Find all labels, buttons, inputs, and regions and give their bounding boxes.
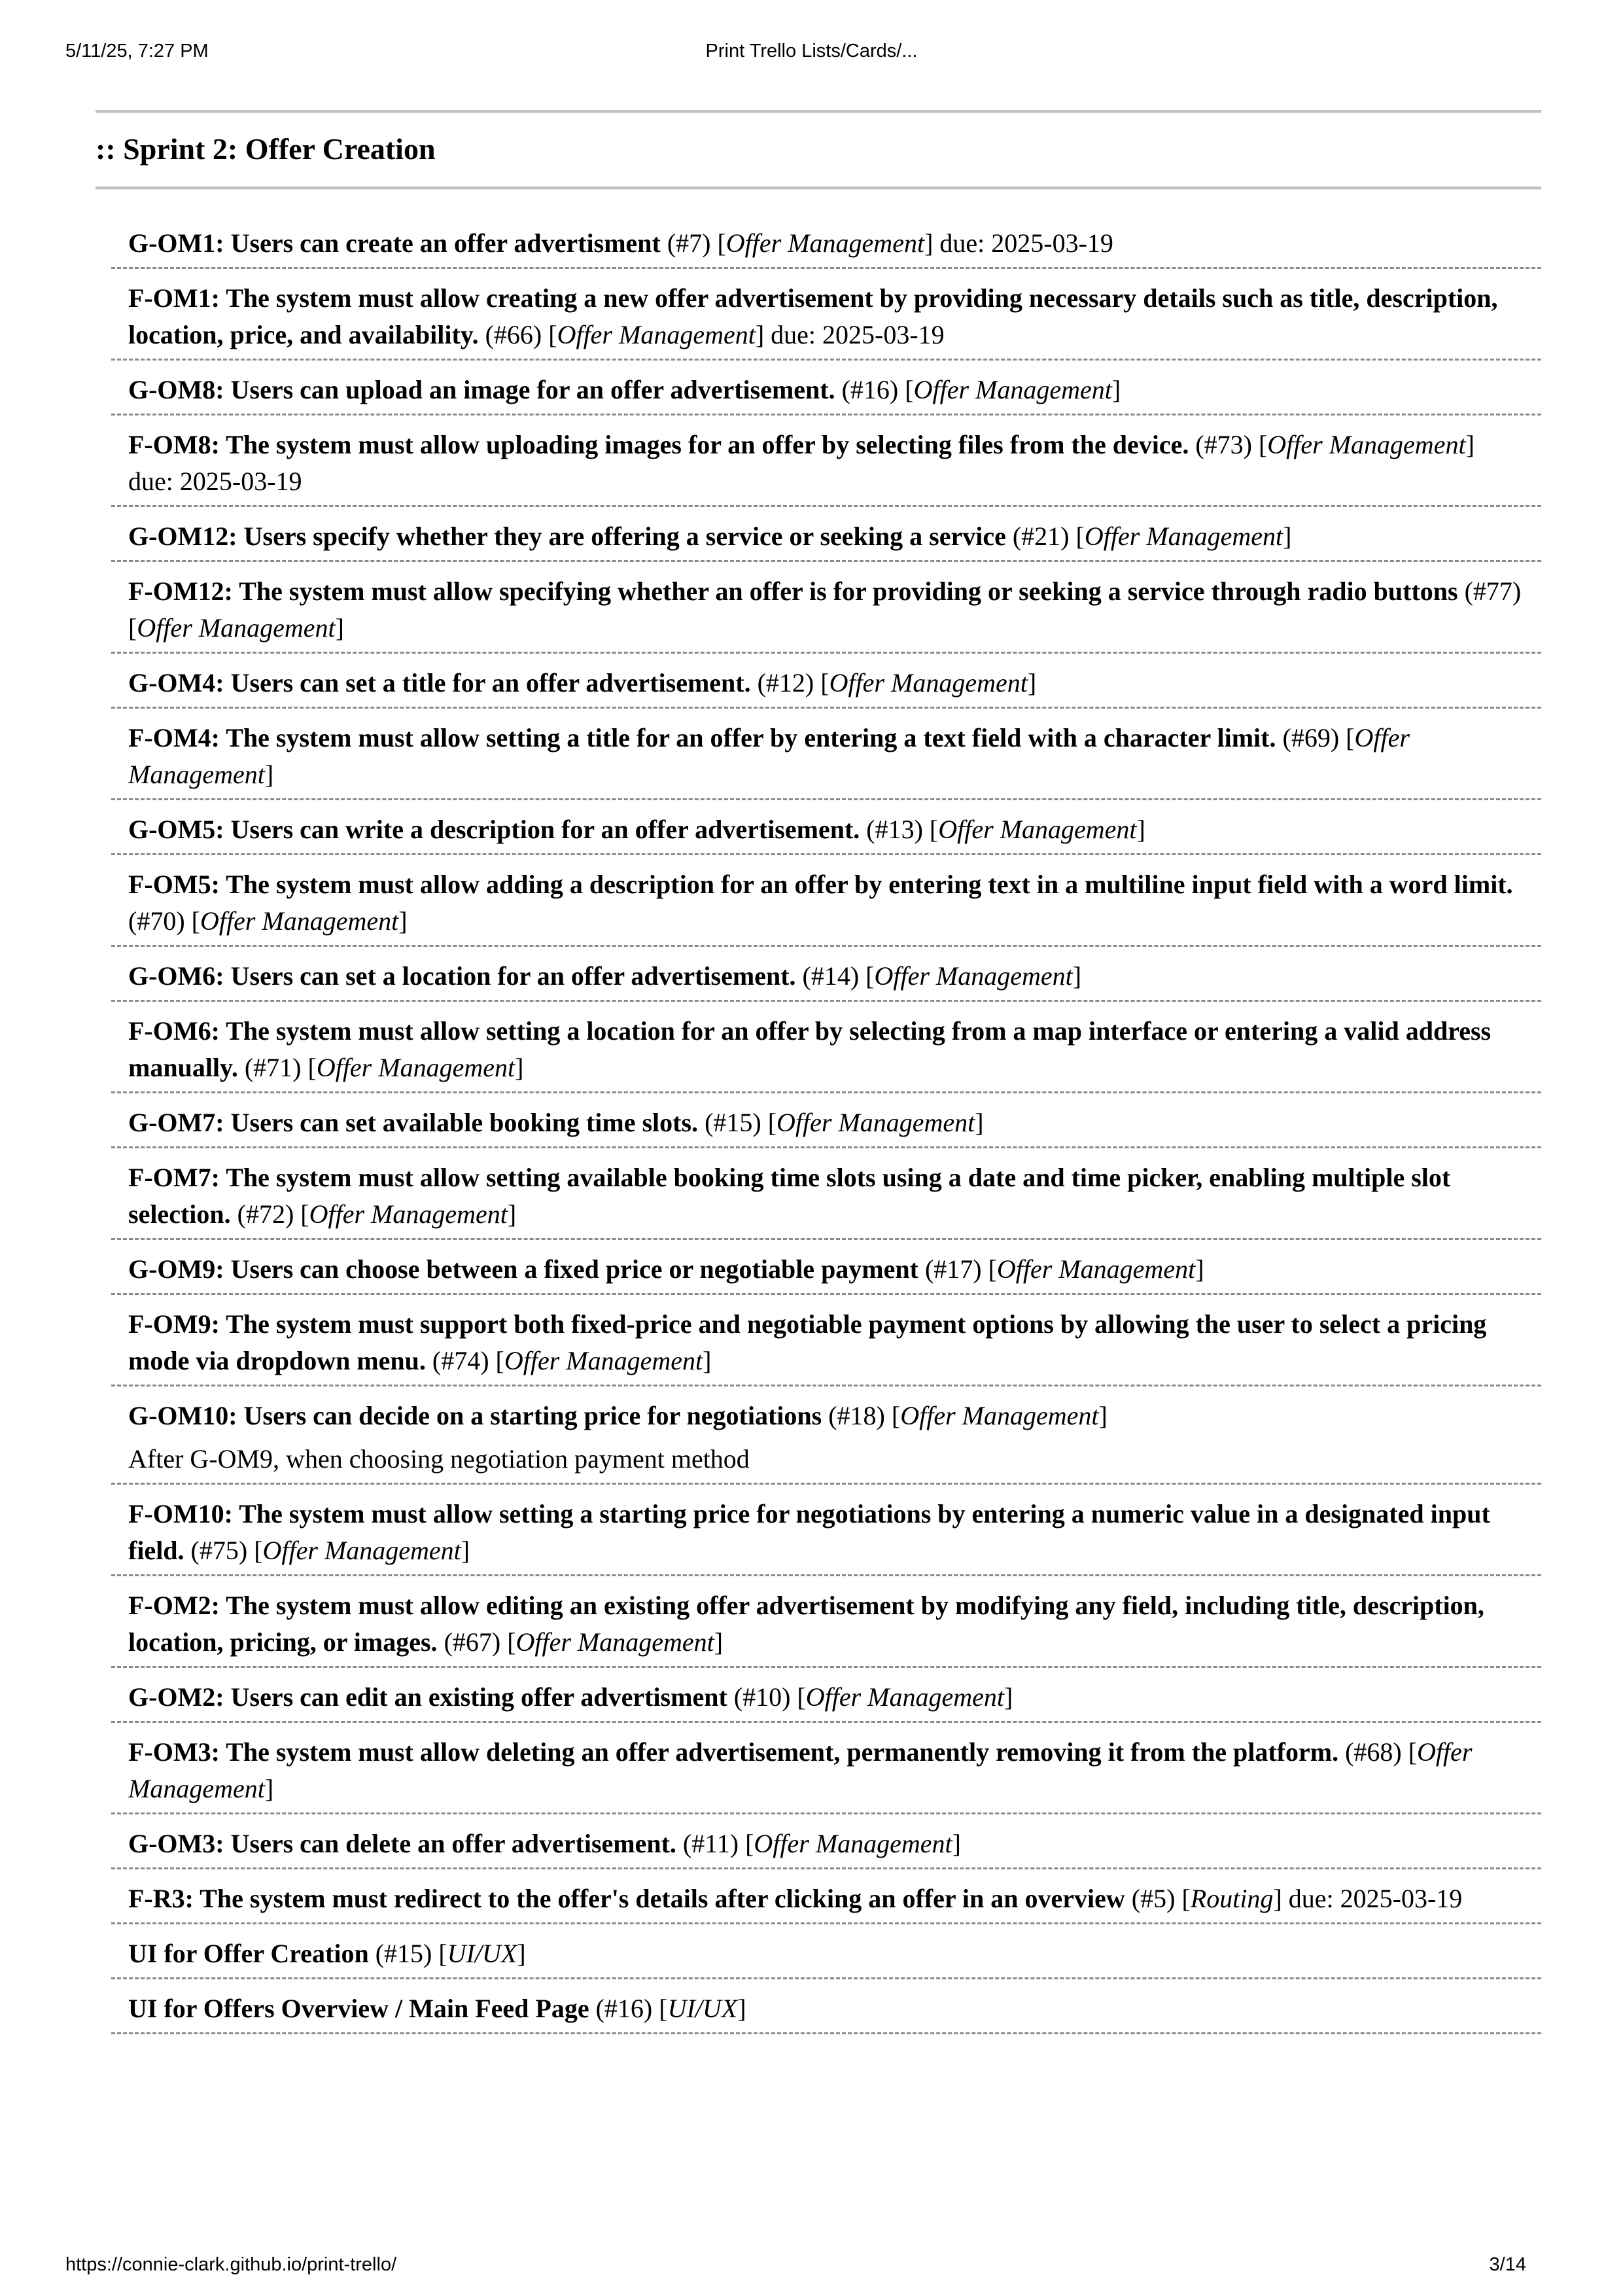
card-number: (#69) bbox=[1282, 723, 1340, 752]
card-list bbox=[111, 220, 1541, 2034]
card-label: Offer Management bbox=[262, 1536, 461, 1565]
card-item: F-OM8: The system must allow uploading images for an offer by selecting files from the device. (#73) [Offer Management] due: 2025-03-19 bbox=[111, 415, 1541, 507]
card-title: G-OM3: Users can delete an offer advertisement. bbox=[128, 1829, 676, 1858]
print-header bbox=[0, 41, 1623, 67]
card-label: UI/UX bbox=[667, 1994, 738, 2023]
card-label: Offer Management bbox=[309, 1199, 508, 1229]
card-item: F-OM10: The system must allow setting a starting price for negotiations by entering a numeric value in a designated input field. (#75) [Offer Management] bbox=[111, 1485, 1541, 1576]
card-title: F-OM5: The system must allow adding a description for an offer by entering text in a multiline input field with a word limit. bbox=[128, 870, 1513, 899]
list-bottom-divider bbox=[96, 186, 1541, 190]
card-title: F-OM7: The system must allow setting available booking time slots using a date and time picker, enabling multiple slot selection. bbox=[128, 1163, 1451, 1229]
card-title: F-OM10: The system must allow setting a starting price for negotiations by entering a numeric value in a designated input field. bbox=[128, 1499, 1490, 1565]
card-label: Offer Management bbox=[200, 906, 399, 936]
card-number: (#73) bbox=[1195, 430, 1252, 459]
card-number: (#13) bbox=[866, 815, 923, 844]
card-label: Offer Management bbox=[874, 961, 1073, 991]
card-label: Offer Management bbox=[316, 1053, 515, 1082]
card-title: UI for Offer Creation bbox=[128, 1939, 369, 1968]
card-item: G-OM4: Users can set a title for an offer advertisement. (#12) [Offer Management] bbox=[111, 654, 1541, 709]
card-item: G-OM1: Users can create an offer advertisment (#7) [Offer Management] due: 2025-03-19 bbox=[111, 220, 1541, 269]
card-number: (#11) bbox=[682, 1829, 739, 1858]
card-number: (#7) bbox=[667, 228, 711, 258]
card-title: F-OM12: The system must allow specifying whether an offer is for providing or seeking a service through radio buttons bbox=[128, 576, 1458, 606]
card-label: Offer Management bbox=[137, 613, 336, 643]
card-description: After G-OM9, when choosing negotiation payment method bbox=[128, 1444, 750, 1474]
card-label: Offer Management bbox=[504, 1346, 703, 1375]
card-item: F-OM2: The system must allow editing an existing offer advertisement by modifying any field, including title, description, location, pricing, or images. (#67) [Offer Management] bbox=[111, 1576, 1541, 1668]
card-number: (#74) bbox=[432, 1346, 489, 1375]
card-title: G-OM9: Users can choose between a fixed price or negotiable payment bbox=[128, 1254, 918, 1284]
card-item: F-OM1: The system must allow creating a new offer advertisement by providing necessary details such as title, description, location, price, and availability. (#66) [Offer Management] due: 2025-03-19 bbox=[111, 269, 1541, 361]
card-label: Offer Management bbox=[128, 1737, 1473, 1803]
card-title: F-OM4: The system must allow setting a title for an offer by entering a text field with a character limit. bbox=[128, 723, 1276, 752]
card-title: F-R3: The system must redirect to the offer's details after clicking an offer in an overview bbox=[128, 1884, 1125, 1913]
print-page-number: 3/14 bbox=[1489, 2254, 1526, 2275]
card-title: G-OM5: Users can write a description for an offer advertisement. bbox=[128, 815, 860, 844]
card-item: UI for Offer Creation (#15) [UI/UX] bbox=[111, 1924, 1541, 1979]
card-title: G-OM7: Users can set available booking time slots. bbox=[128, 1108, 699, 1137]
card-label: Offer Management bbox=[829, 668, 1028, 698]
card-item: F-OM9: The system must support both fixed-price and negotiable payment options by allowing the user to select a pricing mode via dropdown menu. (#74) [Offer Management] bbox=[111, 1295, 1541, 1386]
card-label: Offer Management bbox=[913, 375, 1112, 404]
card-title: G-OM8: Users can upload an image for an offer advertisement. bbox=[128, 375, 835, 404]
card-title: G-OM1: Users can create an offer advertisment bbox=[128, 228, 661, 258]
card-title: F-OM9: The system must support both fixed-price and negotiable payment options by allowing the user to select a pricing mode via dropdown menu. bbox=[128, 1309, 1487, 1375]
card-label: UI/UX bbox=[447, 1939, 517, 1968]
card-label: Offer Management bbox=[1267, 430, 1466, 459]
print-datetime: 5/11/25, 7:27 PM bbox=[65, 41, 209, 62]
card-title: F-OM6: The system must allow setting a location for an offer by selecting from a map interface or entering a valid address manually. bbox=[128, 1016, 1492, 1082]
list-title: :: Sprint 2: Offer Creation bbox=[96, 132, 436, 166]
print-page-title: Print Trello Lists/Cards/... bbox=[705, 41, 918, 62]
card-item: G-OM5: Users can write a description for an offer advertisement. (#13) [Offer Management] bbox=[111, 800, 1541, 855]
list-top-divider bbox=[96, 110, 1541, 113]
card-number: (#14) bbox=[802, 961, 860, 991]
card-due-date: due: 2025-03-19 bbox=[128, 467, 302, 496]
card-title: G-OM12: Users specify whether they are offering a service or seeking a service bbox=[128, 521, 1006, 551]
card-label: Routing bbox=[1190, 1884, 1274, 1913]
card-title: G-OM2: Users can edit an existing offer advertisment bbox=[128, 1682, 727, 1712]
print-url: https://connie-clark.github.io/print-trello/ bbox=[65, 2254, 397, 2275]
card-number: (#21) bbox=[1012, 521, 1070, 551]
card-item: G-OM6: Users can set a location for an offer advertisement. (#14) [Offer Management] bbox=[111, 947, 1541, 1002]
card-label: Offer Management bbox=[805, 1682, 1004, 1712]
card-number: (#16) bbox=[595, 1994, 653, 2023]
card-item: UI for Offers Overview / Main Feed Page (#16) [UI/UX] bbox=[111, 1979, 1541, 2034]
card-number: (#72) bbox=[237, 1199, 294, 1229]
card-number: (#5) bbox=[1131, 1884, 1176, 1913]
card-label: Offer Management bbox=[996, 1254, 1196, 1284]
card-number: (#17) bbox=[924, 1254, 982, 1284]
card-title: G-OM10: Users can decide on a starting price for negotiations bbox=[128, 1401, 822, 1430]
card-item: F-OM4: The system must allow setting a title for an offer by entering a text field with a character limit. (#69) [Offer Management] bbox=[111, 709, 1541, 800]
card-number: (#12) bbox=[757, 668, 814, 698]
card-item: F-R3: The system must redirect to the offer's details after clicking an offer in an overview (#5) [Routing] due: 2025-03-19 bbox=[111, 1869, 1541, 1924]
card-item: F-OM6: The system must allow setting a location for an offer by selecting from a map interface or entering a valid address manually. (#71) [Offer Management] bbox=[111, 1002, 1541, 1093]
card-due-date: due: 2025-03-19 bbox=[771, 320, 945, 349]
card-title: G-OM4: Users can set a title for an offer advertisement. bbox=[128, 668, 751, 698]
card-title: F-OM2: The system must allow editing an existing offer advertisement by modifying any field, including title, description, location, pricing, or images. bbox=[128, 1591, 1484, 1657]
card-label: Offer Management bbox=[128, 723, 1410, 789]
card-item: G-OM2: Users can edit an existing offer advertisment (#10) [Offer Management] bbox=[111, 1668, 1541, 1723]
card-label: Offer Management bbox=[754, 1829, 952, 1858]
card-number: (#71) bbox=[244, 1053, 302, 1082]
card-number: (#10) bbox=[733, 1682, 791, 1712]
card-label: Offer Management bbox=[777, 1108, 975, 1137]
card-item: G-OM12: Users specify whether they are offering a service or seeking a service (#21) [Offer Management] bbox=[111, 507, 1541, 562]
card-item: G-OM9: Users can choose between a fixed price or negotiable payment (#17) [Offer Management] bbox=[111, 1240, 1541, 1295]
card-item: F-OM3: The system must allow deleting an offer advertisement, permanently removing it from the platform. (#68) [Offer Management] bbox=[111, 1723, 1541, 1814]
card-label: Offer Management bbox=[725, 228, 925, 258]
card-number: (#66) bbox=[485, 320, 542, 349]
card-number: (#15) bbox=[375, 1939, 432, 1968]
card-item: G-OM3: Users can delete an offer advertisement. (#11) [Offer Management] bbox=[111, 1814, 1541, 1869]
card-title: F-OM8: The system must allow uploading images for an offer by selecting files from the device. bbox=[128, 430, 1189, 459]
card-item: F-OM12: The system must allow specifying whether an offer is for providing or seeking a service through radio buttons (#77) [Offer Management] bbox=[111, 562, 1541, 654]
card-title: F-OM3: The system must allow deleting an offer advertisement, permanently removing it from the platform. bbox=[128, 1737, 1339, 1767]
card-number: (#15) bbox=[705, 1108, 761, 1137]
card-item: G-OM10: Users can decide on a starting price for negotiations (#18) [Offer Management] After G-OM9, when choosing negotiation payment method bbox=[111, 1386, 1541, 1485]
card-number: (#18) bbox=[828, 1401, 885, 1430]
card-due-date: due: 2025-03-19 bbox=[939, 228, 1113, 258]
card-label: Offer Management bbox=[938, 815, 1137, 844]
card-label: Offer Management bbox=[515, 1627, 714, 1657]
card-number: (#70) bbox=[128, 906, 185, 936]
card-item: F-OM5: The system must allow adding a description for an offer by entering text in a multiline input field with a word limit. (#70) [Offer Management] bbox=[111, 855, 1541, 947]
card-label: Offer Management bbox=[900, 1401, 1099, 1430]
card-due-date: due: 2025-03-19 bbox=[1288, 1884, 1463, 1913]
card-label: Offer Management bbox=[557, 320, 756, 349]
card-number: (#75) bbox=[190, 1536, 248, 1565]
card-title: G-OM6: Users can set a location for an offer advertisement. bbox=[128, 961, 796, 991]
card-title: F-OM1: The system must allow creating a new offer advertisement by providing necessary details such as title, description, location, price, and availability. bbox=[128, 283, 1498, 349]
card-item: G-OM8: Users can upload an image for an offer advertisement. (#16) [Offer Management] bbox=[111, 361, 1541, 415]
card-label: Offer Management bbox=[1084, 521, 1283, 551]
card-number: (#68) bbox=[1345, 1737, 1402, 1767]
card-number: (#77) bbox=[1464, 576, 1522, 606]
print-footer bbox=[0, 2254, 1623, 2280]
card-number: (#16) bbox=[841, 375, 899, 404]
card-number: (#67) bbox=[444, 1627, 501, 1657]
card-title: UI for Offers Overview / Main Feed Page bbox=[128, 1994, 589, 2023]
card-item: G-OM7: Users can set available booking time slots. (#15) [Offer Management] bbox=[111, 1093, 1541, 1148]
card-item: F-OM7: The system must allow setting available booking time slots using a date and time picker, enabling multiple slot selection. (#72) [Offer Management] bbox=[111, 1148, 1541, 1240]
